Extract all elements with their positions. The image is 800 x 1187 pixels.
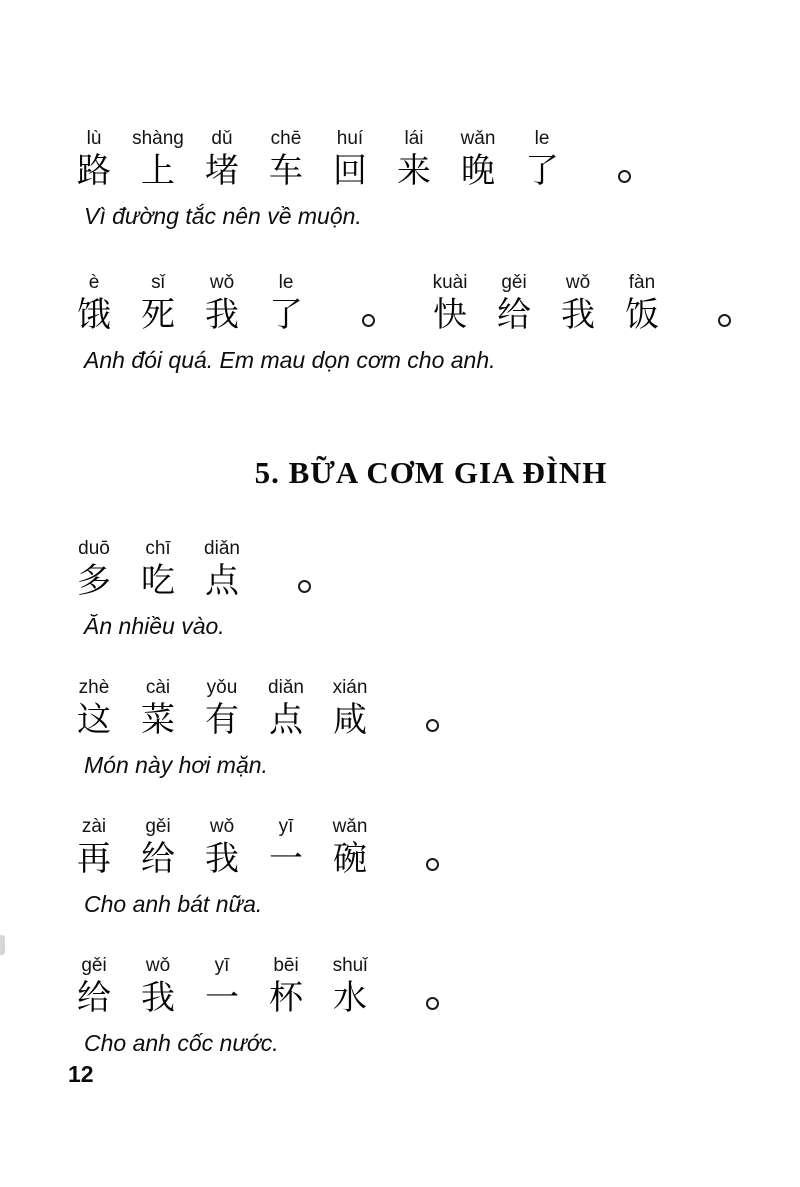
sentence-block (62, 955, 800, 1057)
hanzi-text: 饿 (77, 295, 111, 335)
word-cell (254, 816, 318, 880)
word-cell (126, 128, 190, 192)
word-cell (190, 677, 254, 741)
word-cell (446, 128, 510, 192)
ideographic-period (348, 294, 388, 336)
pinyin-text: lái (404, 128, 424, 149)
sentence-blocks-after-title (62, 538, 800, 1057)
word-cell (190, 816, 254, 880)
period-circle (426, 858, 439, 871)
pinyin-text: yī (214, 955, 230, 976)
pinyin-text: diǎn (268, 677, 304, 698)
pinyin-hanzi-row (62, 955, 800, 1019)
hanzi-text: 水 (333, 978, 367, 1018)
hanzi-text: 饭 (625, 295, 659, 335)
hanzi-text: 我 (205, 295, 239, 335)
page-number: 12 (68, 1061, 94, 1087)
hanzi-text: 快 (433, 295, 467, 335)
word-cell (62, 677, 126, 741)
hanzi-text: 吃 (141, 561, 175, 601)
sentence-blocks-before-title (62, 128, 800, 374)
pinyin-text: zhè (78, 677, 110, 698)
word-cell (510, 128, 574, 192)
pinyin-text: lù (86, 128, 102, 149)
pinyin-text: huí (336, 128, 364, 149)
period-glyph (348, 294, 388, 336)
ideographic-period (284, 560, 324, 602)
word-cell (318, 677, 382, 741)
pinyin-text: è (88, 272, 100, 293)
word-cell (254, 677, 318, 741)
ideographic-period (704, 294, 744, 336)
pinyin-text: wǒ (209, 272, 235, 293)
word-cell (62, 538, 126, 602)
vietnamese-translation: Món này hơi mặn. (84, 752, 268, 778)
scan-artifact-mark (0, 935, 5, 955)
hanzi-text: 回 (333, 151, 367, 191)
period-glyph (604, 150, 644, 192)
sentence-block (62, 677, 800, 779)
pinyin-text: wǎn (460, 128, 496, 149)
hanzi-text: 给 (497, 295, 531, 335)
pinyin-text: cài (145, 677, 171, 698)
word-cell (62, 816, 126, 880)
word-cell (126, 538, 190, 602)
word-cell (62, 272, 126, 336)
vietnamese-translation: Anh đói quá. Em mau dọn cơm cho anh. (84, 347, 496, 373)
period-circle (618, 170, 631, 183)
word-cell (482, 272, 546, 336)
word-cell (254, 272, 318, 336)
hanzi-text: 我 (205, 839, 239, 879)
word-cell (610, 272, 674, 336)
hanzi-text: 路 (77, 151, 111, 191)
pinyin-text: wǒ (565, 272, 591, 293)
hanzi-text: 点 (205, 561, 239, 601)
word-cell (62, 955, 126, 1019)
pinyin-text: duō (78, 538, 110, 559)
period-glyph (412, 699, 452, 741)
hanzi-text: 一 (205, 978, 239, 1018)
pinyin-hanzi-row (62, 538, 800, 602)
hanzi-text: 晚 (461, 151, 495, 191)
pinyin-hanzi-row (62, 128, 800, 192)
sentence-block (62, 538, 800, 640)
hanzi-text: 来 (397, 151, 431, 191)
word-cell (190, 955, 254, 1019)
period-glyph (284, 560, 324, 602)
hanzi-text: 杯 (269, 978, 303, 1018)
pinyin-text: zài (81, 816, 107, 837)
word-cell (318, 955, 382, 1019)
hanzi-text: 给 (77, 978, 111, 1018)
period-circle (298, 580, 311, 593)
word-cell (190, 272, 254, 336)
pinyin-text: diǎn (204, 538, 240, 559)
hanzi-text: 有 (205, 700, 239, 740)
word-cell (318, 816, 382, 880)
ideographic-period (604, 150, 644, 192)
period-glyph (412, 838, 452, 880)
word-cell (126, 816, 190, 880)
word-cell (382, 128, 446, 192)
pinyin-text: shuǐ (332, 955, 368, 976)
hanzi-text: 碗 (333, 839, 367, 879)
pinyin-text: wǎn (332, 816, 368, 837)
vietnamese-translation: Ăn nhiều vào. (84, 613, 225, 639)
vietnamese-translation: Cho anh cốc nước. (84, 1030, 279, 1056)
hanzi-text: 再 (77, 839, 111, 879)
pinyin-text: le (534, 128, 550, 149)
pinyin-hanzi-row (62, 816, 800, 880)
pinyin-text: wǒ (209, 816, 235, 837)
hanzi-text: 死 (141, 295, 175, 335)
ideographic-period (412, 699, 452, 741)
sentence-block (62, 816, 800, 918)
pinyin-text: kuài (432, 272, 468, 293)
ideographic-period (412, 977, 452, 1019)
hanzi-text: 堵 (205, 151, 239, 191)
pinyin-text: bēi (273, 955, 299, 976)
pinyin-text: gěi (145, 816, 171, 837)
hanzi-text: 这 (77, 700, 111, 740)
pinyin-text: sǐ (151, 272, 165, 293)
pinyin-text: wǒ (145, 955, 171, 976)
word-cell (418, 272, 482, 336)
word-cell (126, 272, 190, 336)
word-cell (126, 677, 190, 741)
hanzi-text: 点 (269, 700, 303, 740)
pinyin-text: chī (145, 538, 171, 559)
period-circle (718, 314, 731, 327)
pinyin-text: shàng (132, 128, 184, 149)
period-circle (426, 719, 439, 732)
hanzi-text: 了 (525, 151, 559, 191)
hanzi-text: 我 (561, 295, 595, 335)
hanzi-text: 给 (141, 839, 175, 879)
hanzi-text: 咸 (333, 700, 367, 740)
pinyin-text: xián (332, 677, 368, 698)
ideographic-period (412, 838, 452, 880)
pinyin-hanzi-row (62, 677, 800, 741)
pinyin-text: gěi (81, 955, 107, 976)
section-title: 5. BỮA CƠM GIA ĐÌNH (254, 455, 608, 490)
hanzi-text: 车 (269, 151, 303, 191)
word-cell (254, 128, 318, 192)
hanzi-text: 一 (269, 839, 303, 879)
sentence-block (62, 128, 800, 230)
word-cell (190, 128, 254, 192)
word-cell (546, 272, 610, 336)
hanzi-text: 我 (141, 978, 175, 1018)
word-cell (254, 955, 318, 1019)
pinyin-text: dǔ (211, 128, 233, 149)
pinyin-text: yī (278, 816, 294, 837)
vietnamese-translation: Cho anh bát nữa. (84, 891, 263, 917)
hanzi-text: 上 (141, 151, 175, 191)
word-cell (318, 128, 382, 192)
word-cell (190, 538, 254, 602)
pinyin-text: yǒu (206, 677, 238, 698)
hanzi-text: 了 (269, 295, 303, 335)
pinyin-text: fàn (628, 272, 656, 293)
period-circle (426, 997, 439, 1010)
sentence-block (62, 272, 800, 374)
hanzi-text: 菜 (141, 700, 175, 740)
pinyin-text: chē (270, 128, 302, 149)
pinyin-text: gěi (501, 272, 527, 293)
period-glyph (412, 977, 452, 1019)
vietnamese-translation: Vì đường tắc nên về muộn. (84, 203, 362, 229)
word-cell (62, 128, 126, 192)
word-cell (126, 955, 190, 1019)
pinyin-text: le (278, 272, 294, 293)
period-circle (362, 314, 375, 327)
hanzi-text: 多 (77, 561, 111, 601)
pinyin-hanzi-row (62, 272, 800, 336)
period-glyph (704, 294, 744, 336)
